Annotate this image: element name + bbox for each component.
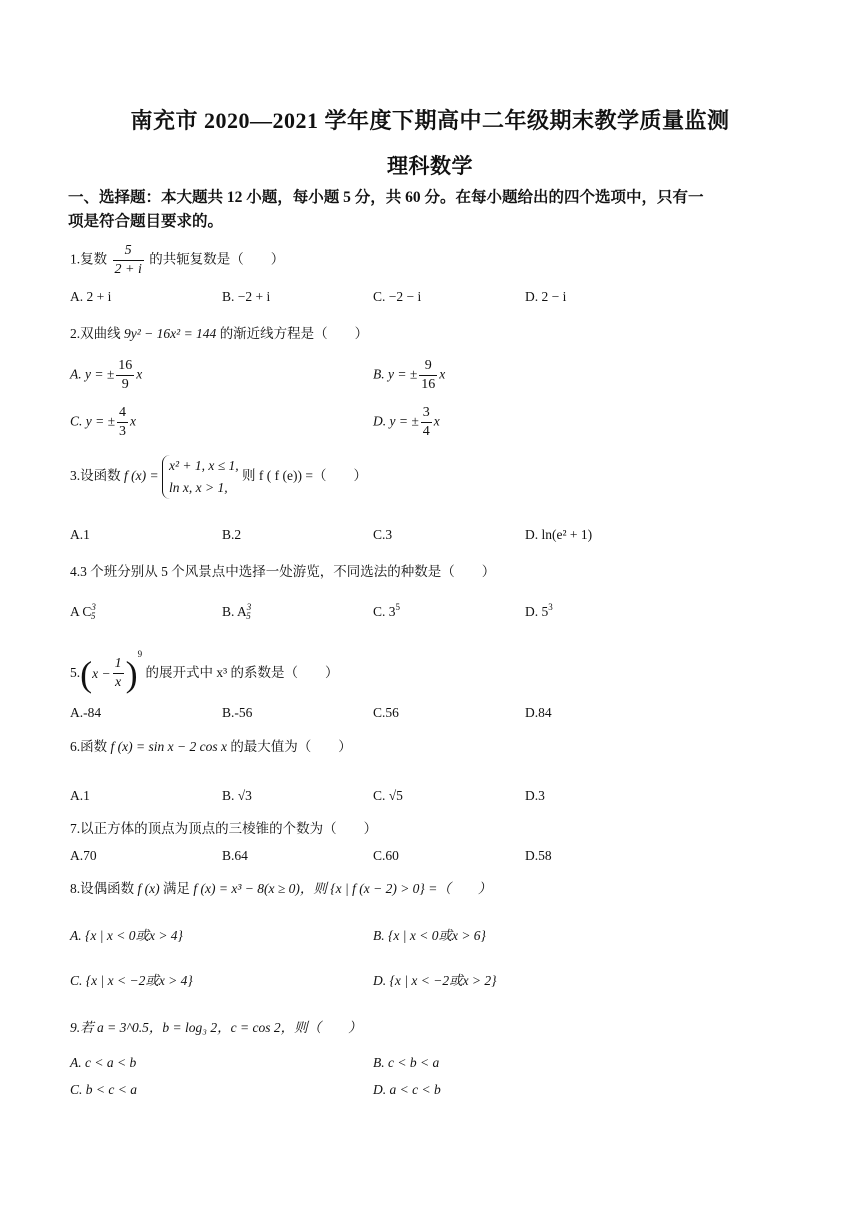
- section-heading: [68, 186, 798, 234]
- question-3-option-b: B.2: [222, 527, 242, 542]
- question-8-option-b: B. {x | x < 0或x > 6}: [373, 928, 486, 943]
- question-1-prefix: 1.复数: [70, 251, 108, 267]
- question-5-option-a: A.-84: [70, 705, 102, 720]
- question-8-option-a: A. {x | x < 0或x > 4}: [70, 928, 183, 943]
- question-4: 4.3 个班分别从 5 个风景点中选择一处游览，不同选法的种数是（ ）: [70, 564, 496, 579]
- question-5-option-d: D.84: [525, 705, 552, 720]
- question-6-option-a: A.1: [70, 788, 90, 803]
- question-8-expression: f (x) = x³ − 8(x ≥ 0): [193, 881, 300, 896]
- question-2-suffix: 的渐近线方程是（ ）: [219, 326, 369, 341]
- question-7-option-c: C.60: [373, 848, 399, 863]
- page-subtitle: 理科数学: [387, 154, 473, 178]
- page-title: 南充市 2020—2021 学年度下期高中二年级期末教学质量监测: [130, 108, 730, 133]
- question-1-option-d: D. 2 − i: [525, 289, 567, 304]
- question-4-option-d: D. $5^3$: [525, 602, 553, 619]
- question-1-option-b: B. −2 + i: [222, 289, 271, 304]
- section-heading-line1: 一、选择题：本大题共 12 小题，每小题 5 分，共 60 分。在每小题给出的四个选项中，只有一: [68, 189, 704, 206]
- question-5: 5.(x − $\frac{1}{x}$ )$^9$ 的展开式中 x³ 的系数是（ ）: [70, 649, 339, 694]
- question-4-option-b: B. $A^3_5$: [222, 602, 252, 621]
- question-3-option-d: D. ln(e² + 1): [525, 527, 593, 542]
- question-5-option-b: B.-56: [222, 705, 253, 720]
- question-2-option-d: D. y = ± $\frac{3}{4}$ x: [373, 405, 440, 439]
- question-3-option-a: A.1: [70, 527, 90, 542]
- question-1: [70, 242, 284, 279]
- question-3: [70, 455, 367, 499]
- question-2-prefix: 2.双曲线: [70, 326, 121, 341]
- question-5-option-c: C.56: [373, 705, 399, 720]
- question-7-option-d: D.58: [525, 848, 552, 863]
- question-6: 6.函数 f (x) = sin x − 2 cos x 的最大值为（ ）: [70, 739, 352, 754]
- question-2: [70, 324, 368, 344]
- question-3-prefix: 3.设函数: [70, 468, 121, 484]
- question-6-option-c: C. √5: [373, 788, 403, 803]
- question-8-option-c: C. {x | x < −2或x > 4}: [70, 973, 193, 988]
- question-3-piecewise: x² + 1, x ≤ 1, ln x, x > 1,: [162, 455, 239, 499]
- question-3-suffix: 则 f ( f (e)) =（ ）: [242, 468, 367, 484]
- question-1-option-a: A. 2 + i: [70, 289, 112, 304]
- question-9: 9.若 a = 3^0.5，b = log₃ 2，c = cos 2，则（ ）: [70, 1020, 362, 1035]
- question-7-option-a: A.70: [70, 848, 97, 863]
- question-1-fraction: $\frac{5}{2 + i}$: [114, 243, 142, 277]
- question-3-option-c: C.3: [373, 527, 393, 542]
- question-9-option-c: C. b < c < a: [70, 1082, 137, 1097]
- question-2-option-b: B. y = ± $\frac{9}{16}$ x: [373, 358, 446, 392]
- question-9-option-a: A. c < a < b: [70, 1055, 137, 1070]
- question-7: 7.以正方体的顶点为顶点的三棱锥的个数为（ ）: [70, 821, 378, 836]
- question-2-option-a: A. y = ± $\frac{16}{9}$ x: [70, 358, 143, 392]
- question-9-option-b: B. c < b < a: [373, 1055, 440, 1070]
- question-1-option-c: C. −2 − i: [373, 289, 422, 304]
- question-2-expression: 9y² − 16x² = 144: [124, 326, 217, 341]
- question-8-option-d: D. {x | x < −2或x > 2}: [373, 973, 497, 988]
- question-3-function: f (x) =: [124, 468, 159, 484]
- question-4-option-a: A $C^3_5$: [70, 602, 96, 621]
- question-9-option-d: D. a < c < b: [373, 1082, 441, 1097]
- question-1-suffix: 的共轭复数是（ ）: [149, 251, 285, 267]
- question-6-expression: f (x) = sin x − 2 cos x: [110, 739, 227, 754]
- section-heading-line2: 项是符合题目要求的。: [68, 213, 224, 230]
- question-4-option-c: C. $3^5$: [373, 602, 401, 619]
- question-8: 8.设偶函数 f (x) 满足 f (x) = x³ − 8(x ≥ 0)，则 {x | f (x − 2) > 0} =（ ）: [70, 881, 492, 896]
- question-2-option-c: C. y = ± $\frac{4}{3}$ x: [70, 405, 137, 439]
- question-5-suffix: 的展开式中 x³ 的系数是（ ）: [145, 665, 339, 680]
- question-6-option-b: B. √3: [222, 788, 252, 803]
- question-6-option-d: D.3: [525, 788, 545, 803]
- question-7-option-b: B.64: [222, 848, 248, 863]
